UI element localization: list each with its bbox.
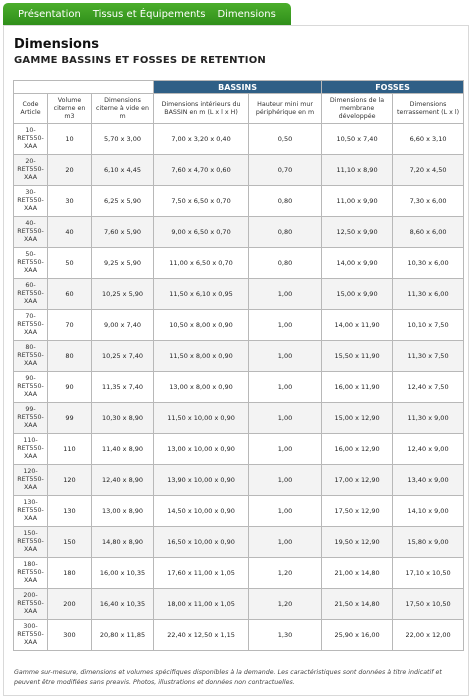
table-cell: 1,00 [249,434,322,465]
table-cell: 90-RET550-XAA [14,372,48,403]
table-cell: 11,30 x 6,00 [393,279,464,310]
table-cell: 20-RET550-XAA [14,155,48,186]
column-header: Dimensions citerne à vide en m [92,94,154,124]
table-cell: 300-RET550-XAA [14,620,48,651]
table-cell: 11,35 x 7,40 [92,372,154,403]
table-cell: 13,90 x 10,00 x 0,90 [154,465,249,496]
table-cell: 70-RET550-XAA [14,310,48,341]
table-cell: 13,00 x 10,00 x 0,90 [154,434,249,465]
table-row [14,155,464,186]
table-cell: 60-RET550-XAA [14,279,48,310]
table-cell: 25,90 x 16,00 [322,620,393,651]
table-cell: 15,00 x 12,90 [322,403,393,434]
table-cell: 15,80 x 9,00 [393,527,464,558]
table-cell: 300 [48,620,92,651]
group-header-fosses: FOSSES [322,81,464,94]
table-cell: 11,50 x 10,00 x 0,90 [154,403,249,434]
table-cell: 1,30 [249,620,322,651]
table-row [14,527,464,558]
table-cell: 22,00 x 12,00 [393,620,464,651]
table-cell: 13,00 x 8,00 x 0,90 [154,372,249,403]
table-cell: 7,00 x 3,20 x 0,40 [154,124,249,155]
table-cell: 30 [48,186,92,217]
table-cell: 22,40 x 12,50 x 1,15 [154,620,249,651]
table-row [14,434,464,465]
table-cell: 15,50 x 11,90 [322,341,393,372]
table-cell: 13,40 x 9,00 [393,465,464,496]
table-cell: 0,50 [249,124,322,155]
column-header: Code Article [14,94,48,124]
table-cell: 80 [48,341,92,372]
table-row [14,372,464,403]
table-cell: 110-RET550-XAA [14,434,48,465]
table-cell: 0,80 [249,217,322,248]
table-cell: 120-RET550-XAA [14,465,48,496]
table-cell: 5,70 x 3,00 [92,124,154,155]
table-cell: 14,10 x 9,00 [393,496,464,527]
table-cell: 0,70 [249,155,322,186]
table-cell: 18,00 x 11,00 x 1,05 [154,589,249,620]
table-cell: 70 [48,310,92,341]
table-cell: 10,25 x 7,40 [92,341,154,372]
table-cell: 11,10 x 8,90 [322,155,393,186]
table-cell: 10-RET550-XAA [14,124,48,155]
table-cell: 11,50 x 8,00 x 0,90 [154,341,249,372]
table-cell: 20,80 x 11,85 [92,620,154,651]
table-cell: 21,00 x 14,80 [322,558,393,589]
table-row [14,341,464,372]
table-cell: 1,20 [249,589,322,620]
table-cell: 10,50 x 8,00 x 0,90 [154,310,249,341]
table-row [14,279,464,310]
table-cell: 40-RET550-XAA [14,217,48,248]
table-cell: 14,00 x 11,90 [322,310,393,341]
table-cell: 11,00 x 9,90 [322,186,393,217]
table-cell: 6,10 x 4,45 [92,155,154,186]
table-cell: 14,00 x 9,90 [322,248,393,279]
table-cell: 80-RET550-XAA [14,341,48,372]
table-cell: 1,00 [249,403,322,434]
table-cell: 11,50 x 6,10 x 0,95 [154,279,249,310]
table-cell: 180 [48,558,92,589]
table-cell: 17,60 x 11,00 x 1,05 [154,558,249,589]
table-body [14,124,464,651]
table-cell: 14,50 x 10,00 x 0,90 [154,496,249,527]
table-cell: 9,25 x 5,90 [92,248,154,279]
table-cell: 7,20 x 4,50 [393,155,464,186]
column-header: Dimensions de la membrane développée [322,94,393,124]
table-row [14,465,464,496]
table-row [14,217,464,248]
table-cell: 7,30 x 6,00 [393,186,464,217]
table-cell: 9,00 x 7,40 [92,310,154,341]
table-cell: 50 [48,248,92,279]
table-row [14,496,464,527]
page-subtitle: GAMME BASSINS ET FOSSES DE RETENTION [14,55,266,66]
page-title: Dimensions [14,37,99,52]
table-cell: 7,60 x 4,70 x 0,60 [154,155,249,186]
table-cell: 0,80 [249,248,322,279]
table-cell: 40 [48,217,92,248]
table-cell: 6,25 x 5,90 [92,186,154,217]
table-row [14,310,464,341]
table-cell: 12,40 x 7,50 [393,372,464,403]
column-header: Dimensions terrassement (L x l) [393,94,464,124]
table-cell: 1,20 [249,558,322,589]
tab-tissus-equipements[interactable]: Tissus et Équipements [92,8,206,20]
column-header-row [14,94,464,124]
table-cell: 17,50 x 12,90 [322,496,393,527]
table-cell: 60 [48,279,92,310]
table-cell: 1,00 [249,465,322,496]
group-header-bassins: BASSINS [154,81,322,94]
column-header: Hauteur mini mur périphérique en m [249,94,322,124]
table-cell: 11,30 x 7,50 [393,341,464,372]
table-cell: 9,00 x 6,50 x 0,70 [154,217,249,248]
table-cell: 1,00 [249,496,322,527]
table-cell: 99 [48,403,92,434]
table-cell: 10,10 x 7,50 [393,310,464,341]
table-cell: 150 [48,527,92,558]
table-cell: 110 [48,434,92,465]
table-cell: 16,50 x 10,00 x 0,90 [154,527,249,558]
group-header-blank [14,81,154,94]
content-panel [3,25,469,696]
table-cell: 200-RET550-XAA [14,589,48,620]
table-cell: 10,50 x 7,40 [322,124,393,155]
table-cell: 130 [48,496,92,527]
table-cell: 12,40 x 9,00 [393,434,464,465]
table-cell: 7,60 x 5,90 [92,217,154,248]
table-cell: 90 [48,372,92,403]
table-cell: 17,50 x 10,50 [393,589,464,620]
table-cell: 150-RET550-XAA [14,527,48,558]
table-cell: 17,10 x 10,50 [393,558,464,589]
table-cell: 7,50 x 6,50 x 0,70 [154,186,249,217]
table-cell: 180-RET550-XAA [14,558,48,589]
table-cell: 1,00 [249,527,322,558]
column-header: Volume citerne en m3 [48,94,92,124]
table-cell: 99-RET550-XAA [14,403,48,434]
table-cell: 30-RET550-XAA [14,186,48,217]
table-cell: 10,30 x 6,00 [393,248,464,279]
table-cell: 1,00 [249,310,322,341]
table-cell: 1,00 [249,279,322,310]
footnote: Gamme sur-mesure, dimensions et volumes spécifiques disponibles à la demande. Les caractéristiques sont données à titre indicatif et peuvent être modifiées sans preavis. Photos, illustrations et données non contractuelles. [14,669,442,686]
table-cell: 10,25 x 5,90 [92,279,154,310]
table-cell: 14,80 x 8,90 [92,527,154,558]
table-row [14,589,464,620]
table-cell: 50-RET550-XAA [14,248,48,279]
table-cell: 6,60 x 3,10 [393,124,464,155]
dimensions-table [13,80,464,651]
table-cell: 21,50 x 14,80 [322,589,393,620]
table-row [14,124,464,155]
table-cell: 1,00 [249,341,322,372]
table-cell: 12,40 x 8,90 [92,465,154,496]
column-header: Dimensions intérieurs du BASSIN en m (L x l x H) [154,94,249,124]
table-cell: 12,50 x 9,90 [322,217,393,248]
tab-presentation[interactable]: Présentation [18,8,81,20]
table-cell: 19,50 x 12,90 [322,527,393,558]
table-cell: 11,40 x 8,90 [92,434,154,465]
table-cell: 10,30 x 8,90 [92,403,154,434]
table-cell: 20 [48,155,92,186]
table-row [14,620,464,651]
table-cell: 16,00 x 10,35 [92,558,154,589]
table-cell: 10 [48,124,92,155]
tab-dimensions[interactable]: Dimensions [217,8,276,20]
table-row [14,248,464,279]
table-cell: 0,80 [249,186,322,217]
table-cell: 13,00 x 8,90 [92,496,154,527]
table-cell: 200 [48,589,92,620]
table-row [14,186,464,217]
group-header-row [14,81,464,94]
table-cell: 120 [48,465,92,496]
table-cell: 11,30 x 9,00 [393,403,464,434]
table-cell: 130-RET550-XAA [14,496,48,527]
table-cell: 1,00 [249,372,322,403]
table-cell: 8,60 x 6,00 [393,217,464,248]
tab-bar [3,3,291,25]
table-cell: 15,00 x 9,90 [322,279,393,310]
table-cell: 16,00 x 11,90 [322,372,393,403]
table-row [14,558,464,589]
table-cell: 16,00 x 12,90 [322,434,393,465]
table-cell: 11,00 x 6,50 x 0,70 [154,248,249,279]
table-row [14,403,464,434]
table-cell: 16,40 x 10,35 [92,589,154,620]
table-cell: 17,00 x 12,90 [322,465,393,496]
